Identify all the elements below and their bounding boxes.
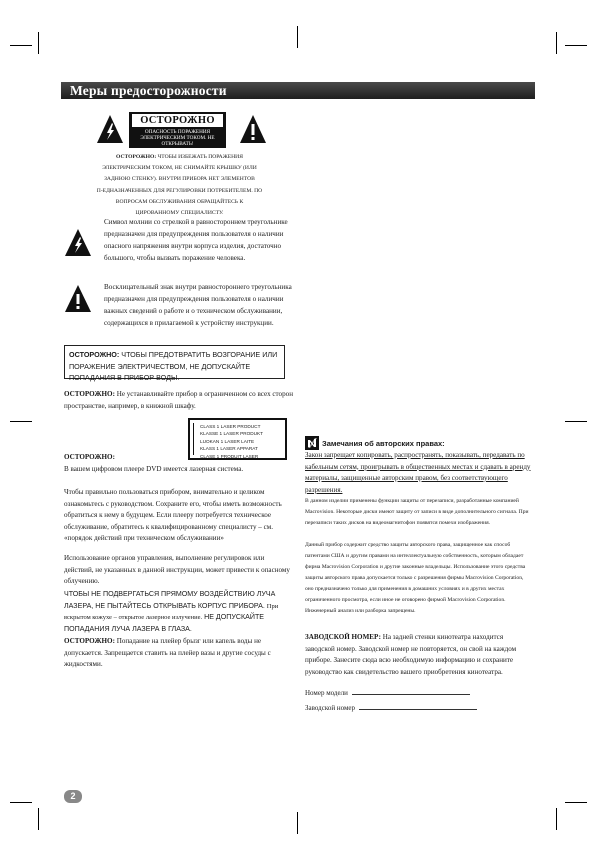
copyright-heading <box>305 436 445 450</box>
caution-line: ЗАДНЮЮ СТЕНКУ). ВНУТРИ ПРИБОРА НЕТ ЭЛЕМЕНТОВ <box>104 176 255 183</box>
manual-paragraph: Чтобы правильно пользоваться прибором, внимательно и целиком ознакомьтесь с руководством. Сохраните его, чтобы иметь возможность обратиться к нему в будущем. Если плееру потребуется техническое обслуживание, обратитесь к квалифицированному специалисту – см. «порядок действий при техническом обслуживании» <box>64 488 282 542</box>
caution-line: ЭЛЕКТРИЧЕСКИМ ТОКОМ, НЕ СНИМАЙТЕ КРЫШКУ (ИЛИ <box>102 165 257 172</box>
serial-text: На задней стенки кинотеатра находится заводской номер. Заводской номер не повторяется, он свой на каждом приборе. Занесите сюда всю необходимую информацию и сохраните руководство как свидетельство вашего приобретения кинотеатра. <box>305 633 517 676</box>
caution-line: П-ЕДНАЗНАЧЕННЫХ ДЛЯ РЕГУЛИРОВКИ ПОТРЕБИТЕЛЕМ. ПО <box>96 187 263 194</box>
serial-lead: ЗАВОДСКОЙ НОМЕР: <box>305 633 381 641</box>
lightning-symbol-text: Символ молнии со стрелкой в равностороннем треугольнике предназначен для предупреждения пользователя о наличии опасного напряжения внутри корпуса изделия, достаточно большого, чтобы вызвать поражение человека. <box>104 218 288 263</box>
controls-paragraph: Использование органов управления, выполнение регулировок или действий, не указанных в данной инструкции, может привести к опасному облучению. <box>64 554 290 585</box>
crop-mark <box>10 802 32 803</box>
crop-mark <box>38 32 39 54</box>
caution-line: ЧТОБЫ ИЗБЕЖАТЬ ПОРАЖЕНИЯ <box>157 154 243 160</box>
caution-line: ВОПРОСАМ ОБСЛУЖИВАНИЯ ОБРАЩАЙТЕСЬ К <box>115 198 244 205</box>
laser-beam-caps: ЧТОБЫ НЕ ПОДВЕРГАТЬСЯ ПРЯМОМУ ВОЗДЕЙСТВИЮ ЛУЧА ЛАЗЕРА, НЕ ПЫТАЙТЕСЬ ОТКРЫВАТЬ КОРПУС ПРИБОРА. <box>64 590 276 610</box>
crop-mark <box>10 45 32 46</box>
laser-label-line: KLASS 1 LASER APPARAT <box>200 446 258 452</box>
crop-mark <box>297 812 298 834</box>
fire-shock-warning-box <box>64 345 285 383</box>
page-title: Меры предосторожности <box>70 83 227 98</box>
crop-mark <box>565 45 587 46</box>
lightning-symbol-icon <box>64 228 92 257</box>
laser-caution-text: В вашем цифровом плеере DVD имеется лазерная система. <box>64 464 244 473</box>
copyright-title: Замечания об авторских правах: <box>322 438 445 448</box>
exclamation-symbol-text: Восклицательный знак внутри равностороннего треугольника предназначен для предупреждения пользователя о наличии важных сведений о работе и о техническом обслуживании, содержащихся в прилагаемой к устройству инструкции. <box>104 283 292 328</box>
crop-mark <box>10 421 32 422</box>
water-lead: ОСТОРОЖНО: <box>64 637 115 645</box>
model-number-label: Номер модели <box>305 689 348 697</box>
laser-label-line: KLASSE 1 LASER PRODUKT <box>200 431 264 437</box>
laser-beam-mixed: При вскрытом кожухе – открытое лазерное излучение. <box>64 602 279 621</box>
caution-warning-lead: ОСТОРОЖНО: <box>116 154 157 160</box>
laser-caution-lead: ОСТОРОЖНО: <box>64 453 115 461</box>
crop-mark <box>565 802 587 803</box>
copyright-notice: Закон запрещает копировать, распространять, показывать, передавать по кабельным сетям, проигрывать в общественных местах и сдавать в аренду материалы, защищенные авторским правом, без соответствующего разрешения. <box>305 451 531 494</box>
note-icon <box>305 436 319 450</box>
lightning-warning-icon <box>96 114 124 144</box>
caution-title: ОСТОРОЖНО <box>132 114 223 127</box>
laser-label-line: CLASS 1 LASER PRODUCT <box>200 424 261 429</box>
serial-number-line <box>359 709 477 710</box>
laser-label-line: CLASE 1 PRODUIT LASER <box>200 453 259 459</box>
boxed-warning-lead: ОСТОРОЖНО: <box>69 350 120 359</box>
caution-warning-text <box>82 152 277 219</box>
crop-mark <box>297 26 298 48</box>
ventilation-caution <box>64 389 293 412</box>
exclamation-warning-icon <box>239 114 267 144</box>
crop-mark <box>556 32 557 54</box>
boxed-warning-text: ЧТОБЫ ПРЕДОТВРАТИТЬ ВОЗГОРАНИЕ ИЛИ ПОРАЖЕНИЕ ЭЛЕКТРИЧЕСТВОМ, НЕ ДОПУСКАЙТЕ ПОПАДАНИЯ В ПРИБОР ВОДЫ. <box>69 350 278 383</box>
water-caution <box>64 636 293 671</box>
serial-number-label: Заводской номер <box>305 704 356 712</box>
model-number-field <box>305 688 533 699</box>
caution-line: ЦИРОВАННОМУ СПЕЦИАЛИСТУ. <box>135 210 224 217</box>
caution-label <box>129 112 226 148</box>
crop-mark <box>38 808 39 830</box>
macrovision-paragraph: В данном изделии применены функции защиты от перезаписи, разработанные компанией Macrovision. Некоторые диски имеют защиту от записи в виде дополнительного сигнала. При перезаписи таких дисков на видеомагнитофон появятся помехи изображения. <box>305 498 529 526</box>
crop-mark <box>556 808 557 830</box>
crop-mark <box>565 421 587 422</box>
page-number: 2 <box>64 790 82 803</box>
serial-number-paragraph <box>305 632 533 678</box>
caution-subtitle: ОПАСНОСТЬ ПОРАЖЕНИЯ ЭЛЕКТРИЧЕСКИМ ТОКОМ. НЕ ОТКРЫВАТЬ! <box>140 129 215 147</box>
patent-paragraph: Данный прибор содержит средство защиты авторского права, защищенное как способ патентами США и другим правами на интеллектуальную собственность, которым обладает фирма Macrovision Corporation и другие законные владельцы. Использование этого средства защиты авторского права допускается только с разрешения фирмы Macrovision Corporation, оно предназначено только для применения в домашних условиях и в других местах ограниченного просмотра, если иное не оговорено фирмой Macrovision Corporation. Инженерный анализ или разборка запрещены. <box>305 542 526 614</box>
laser-beam-warning <box>64 589 293 635</box>
water-text: Попадание на плейер брызг или капель воды не допускается. Запрещается ставить на плейер вазы и другие сосуды с жидкостями. <box>64 637 271 668</box>
laser-caution <box>64 452 293 475</box>
exclamation-symbol-icon <box>64 284 92 313</box>
laser-beam-tail: НЕ ДОПУСКАЙТЕ ПОПАДАНИЯ ЛУЧА ЛАЗЕРА В ГЛАЗА. <box>64 613 265 633</box>
serial-number-field <box>305 703 533 714</box>
ventilation-text: Не устанавливайте прибор в ограниченном со всех сторон пространстве, например, в книжной шкафу. <box>64 390 293 410</box>
model-number-line <box>352 694 470 695</box>
laser-label-line: LUOKAN 1 LASER LAITE <box>200 438 255 444</box>
ventilation-lead: ОСТОРОЖНО: <box>64 390 115 398</box>
